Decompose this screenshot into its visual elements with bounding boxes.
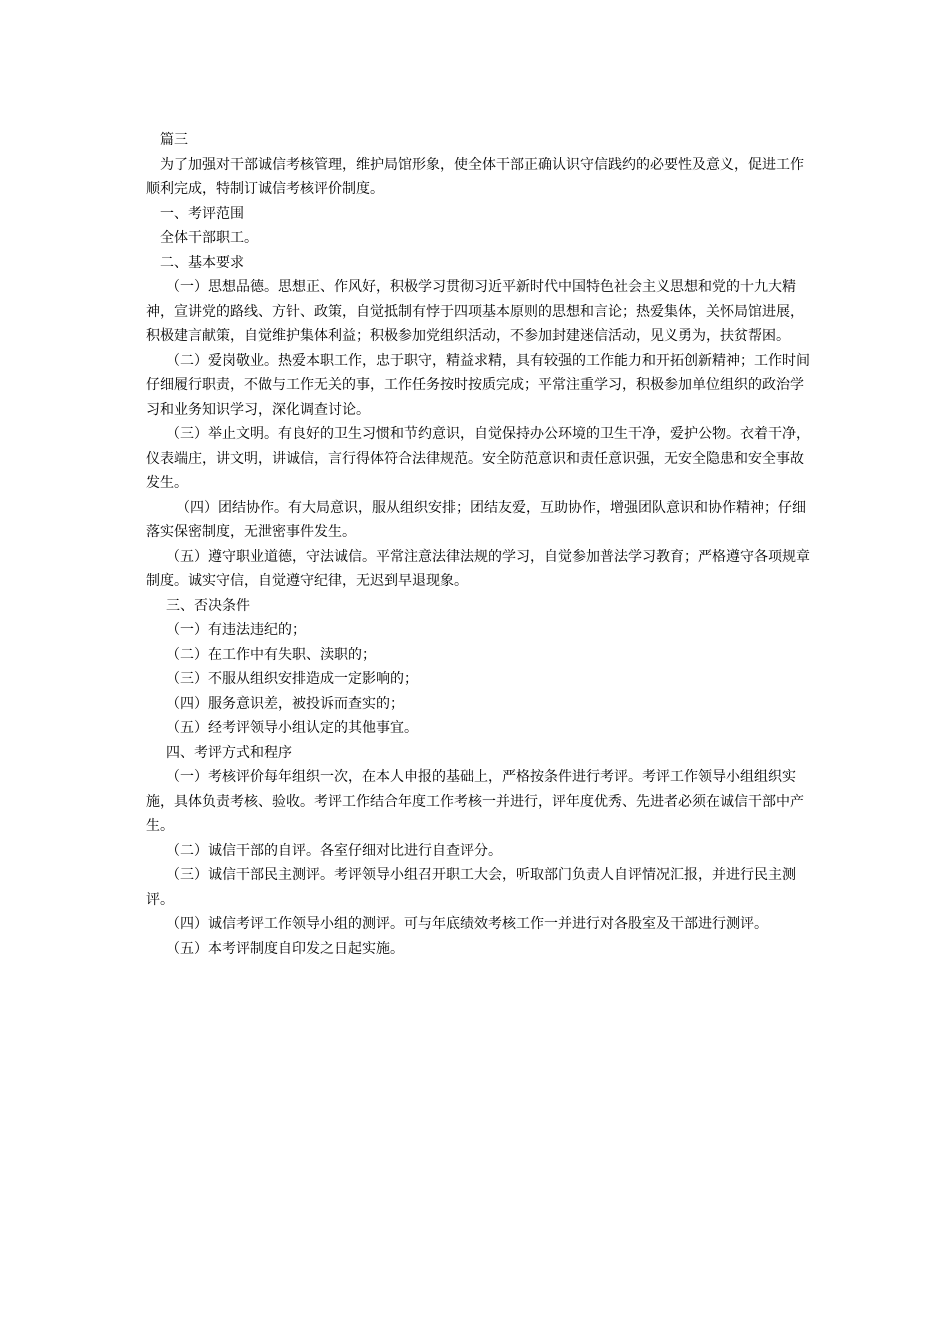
requirement-paragraph: （五）遵守职业道德，守法诚信。平常注意法律法规的学习，自觉参加普法学习教育；严格遵守各项规章制度。诚实守信，自觉遵守纪律，无迟到早退现象。: [146, 548, 810, 589]
procedure-paragraph: （一）考核评价每年组织一次，在本人申报的基础上，严格按条件进行考评。考评工作领导小组组织实施，具体负责考核、验收。考评工作结合年度工作考核一并进行，评年度优秀、先进者必须在诚信干部中产生。: [146, 769, 804, 834]
procedure-paragraph: （二）诚信干部的自评。各室仔细对比进行自查评分。: [166, 842, 502, 859]
veto-condition-item: （二）在工作中有失职、渎职的；: [166, 646, 376, 663]
requirement-paragraph: （二）爱岗敬业。热爱本职工作，忠于职守，精益求精，具有较强的工作能力和开拓创新精神；工作时间仔细履行职责，不做与工作无关的事，工作任务按时按质完成；平常注重学习，积极参加单位组织的政治学习和业务知识学习，深化调查讨论。: [146, 352, 810, 418]
veto-condition-item: （三）不服从组织安排造成一定影响的；: [166, 671, 418, 687]
document-heading: 篇三: [160, 132, 188, 148]
veto-condition-item: （四）服务意识差，被投诉而查实的；: [166, 695, 404, 712]
procedure-paragraph: （五）本考评制度自印发之日起实施。: [166, 940, 404, 957]
document-page: [146, 128, 810, 961]
section-3-title: 三、否决条件: [166, 597, 250, 614]
requirement-paragraph: （三）举止文明。有良好的卫生习惯和节约意识，自觉保持办公环境的卫生干净，爱护公物。衣着干净，仪表端庄，讲文明，讲诚信，言行得体符合法律规范。安全防范意识和责任意识强，无安全隐患和安全事故发生。: [146, 426, 810, 491]
section-1-body: 全体干部职工。: [160, 230, 258, 246]
procedure-paragraph: （三）诚信干部民主测评。考评领导小组召开职工大会，听取部门负责人自评情况汇报，并进行民主测评。: [146, 867, 796, 908]
requirement-paragraph: （四）团结协作。有大局意识，服从组织安排；团结友爱，互助协作，增强团队意识和协作精神；仔细落实保密制度，无泄密事件发生。: [146, 499, 806, 540]
section-4-title: 四、考评方式和程序: [166, 744, 292, 761]
veto-condition-item: （一）有违法违纪的；: [166, 622, 306, 638]
section-2-title: 二、基本要求: [160, 254, 244, 271]
procedure-paragraph: （四）诚信考评工作领导小组的测评。可与年底绩效考核工作一并进行对各股室及干部进行测评。: [166, 916, 768, 932]
requirement-paragraph: （一）思想品德。思想正、作风好，积极学习贯彻习近平新时代中国特色社会主义思想和党的十九大精神，宣讲党的路线、方针、政策，自觉抵制有悖于四项基本原则的思想和言论；热爱集体，关怀局馆进展，积极建言献策，自觉维护集体利益；积极参加党组织活动，不参加封建迷信活动，见义勇为，扶贫帮困。: [146, 279, 804, 344]
section-1-title: 一、考评范围: [160, 205, 244, 222]
veto-condition-item: （五）经考评领导小组认定的其他事宜。: [166, 720, 418, 736]
intro-paragraph: 为了加强对干部诚信考核管理，维护局馆形象，使全体干部正确认识守信践约的必要性及意义，促进工作顺利完成，特制订诚信考核评价制度。: [146, 156, 804, 197]
